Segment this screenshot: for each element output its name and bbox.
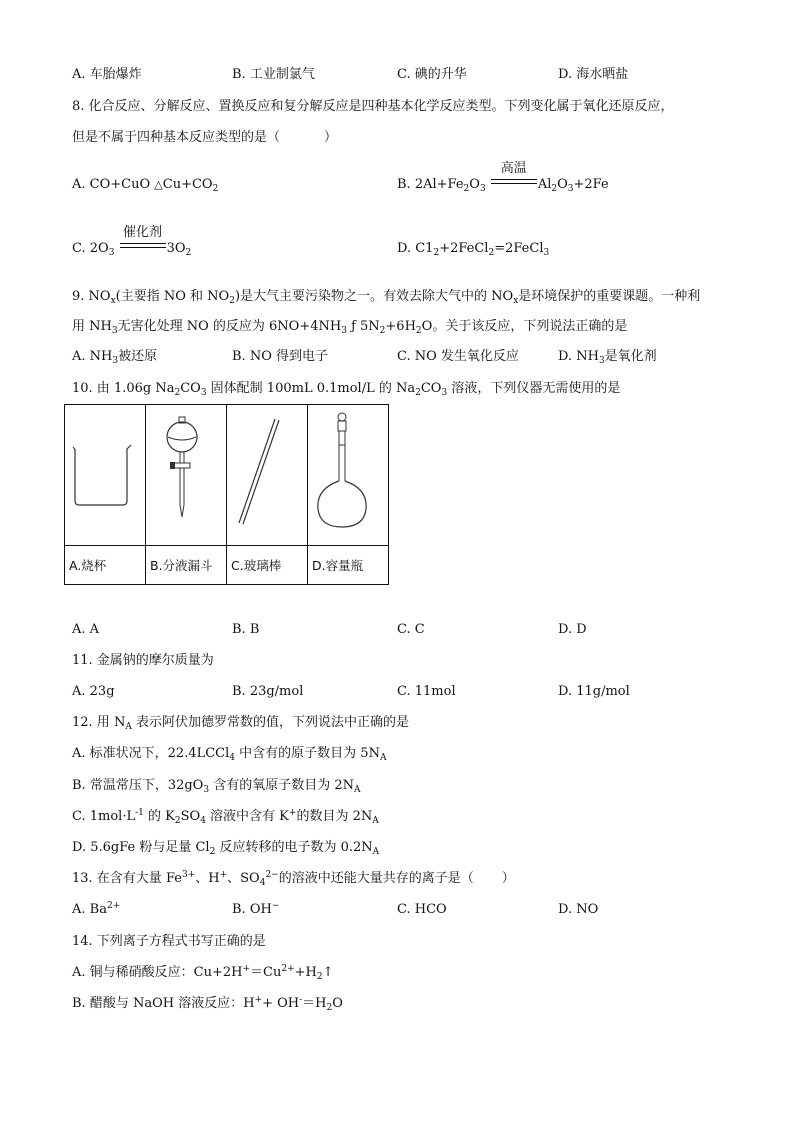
- q10-option-d[interactable]: D. D: [558, 622, 587, 637]
- q8-option-d[interactable]: D. $C1_2+2FeCl_2=2FeCl_3$: [397, 241, 550, 258]
- q12-option-b[interactable]: B. 常温常压下，$32gO_3$ 含有的氧原子数目为 $2N_A$: [72, 778, 361, 795]
- beaker-cell: [65, 405, 146, 546]
- q9-stem-line2: 用 $NH_3$无害化处理 NO 的反应为 $6NO+4NH_3$ ƒ $5N_2+6H_2O$。关于该反应，下列说法正确的是: [72, 319, 628, 336]
- q9-option-b[interactable]: B. NO 得到电子: [232, 349, 328, 364]
- q10-option-b[interactable]: B. B: [232, 622, 260, 637]
- q11-option-d[interactable]: D. 11g/mol: [558, 684, 630, 699]
- q10-options: [72, 621, 732, 639]
- q8-b-condition: 高温: [500, 161, 527, 176]
- q12-option-c[interactable]: C. $1mol\cdot L^{-1}$ 的 $K_2SO_4$ 溶液中含有 K+的数目为 $2N_A$: [72, 808, 379, 826]
- q11-option-a[interactable]: A. 23g: [72, 684, 115, 699]
- q13-option-c[interactable]: C. HCO: [397, 902, 447, 917]
- q14-option-a[interactable]: A. 铜与稀硝酸反应：$Cu+2H^+=Cu^{2+}+H_2↑$: [72, 964, 334, 982]
- q8-option-c[interactable]: C. $2O_3$ 催化剂 $3O_2$: [72, 225, 192, 258]
- q8-c-condition: 催化剂: [123, 225, 163, 240]
- q13-option-b[interactable]: B. OH−: [232, 901, 280, 917]
- q7-option-c[interactable]: C. 碘的升华: [397, 67, 467, 82]
- q8-options-row1: [72, 161, 732, 194]
- q9-option-d[interactable]: D. $NH_3$是氧化剂: [558, 349, 657, 366]
- q9-option-c[interactable]: C. NO 发生氧化反应: [397, 349, 519, 364]
- q10-stem: 10. 由 1.06g $Na_2CO_3$ 固体配制 100mL 0.1mol/L 的 $Na_2CO_3$ 溶液，下列仪器无需使用的是: [72, 381, 621, 398]
- q11-option-b[interactable]: B. 23g/mol: [232, 684, 304, 699]
- q14-option-b[interactable]: B. 醋酸与 NaOH 溶液反应：$H^++ OH^-=H_2O$: [72, 995, 343, 1013]
- glass-rod-icon: [227, 405, 303, 541]
- label-glass-rod: C.玻璃棒: [227, 546, 308, 585]
- q9-options: [72, 348, 732, 366]
- q11-options: [72, 683, 732, 701]
- q13-stem: 13. 在含有大量 $Fe^{3+}$、H+、$SO_4^{2-}$的溶液中还能大量共存的离子是（ ）: [72, 870, 515, 888]
- separatory-funnel-icon: [146, 405, 222, 541]
- volumetric-flask-cell: [308, 405, 389, 546]
- q11-option-c[interactable]: C. 11mol: [397, 684, 456, 699]
- beaker-icon: [65, 405, 141, 541]
- q7-option-d[interactable]: D. 海水晒盐: [558, 67, 629, 82]
- q12-option-d[interactable]: D. 5.6gFe 粉与足量 $Cl_2$ 反应转移的电子数为 $0.2N_A$: [72, 840, 380, 857]
- q12-option-a[interactable]: A. 标准状况下，22.4LCCl$_4$ 中含有的原子数目为 $5N_A$: [72, 746, 387, 763]
- q10-option-a[interactable]: A. A: [72, 622, 100, 637]
- q11-stem: 11. 金属钠的摩尔质量为: [72, 653, 214, 668]
- label-volumetric-flask: D.容量瓶: [308, 546, 389, 585]
- glass-rod-cell: [227, 405, 308, 546]
- q7-options: [72, 66, 732, 84]
- q13-option-a[interactable]: A. $Ba^{2+}$: [72, 901, 121, 917]
- label-beaker: A.烧杯: [65, 546, 146, 585]
- label-separatory-funnel: B.分液漏斗: [146, 546, 227, 585]
- q10-option-c[interactable]: C. C: [397, 622, 425, 637]
- q8-stem-line2: 但是不属于四种基本反应类型的是（ ）: [72, 130, 338, 145]
- q8-option-a[interactable]: A. CO+CuO $\triangle Cu+CO_2$: [72, 177, 219, 194]
- q12-stem: 12. 用 $N_A$ 表示阿伏加德罗常数的值，下列说法中正确的是: [72, 715, 409, 732]
- q14-stem: 14. 下列离子方程式书写正确的是: [72, 934, 266, 949]
- q8-stem-line1: 8. 化合反应、分解反应、置换反应和复分解反应是四种基本化学反应类型。下列变化属于氧化还原反应，: [72, 99, 674, 114]
- q9-option-a[interactable]: A. $NH_3$被还原: [72, 349, 158, 366]
- separatory-funnel-cell: [146, 405, 227, 546]
- q13-option-d[interactable]: D. NO: [558, 902, 599, 917]
- q7-option-b[interactable]: B. 工业制氯气: [232, 67, 315, 82]
- apparatus-table: [64, 404, 389, 585]
- volumetric-flask-icon: [308, 405, 384, 541]
- q8-options-row2: [72, 225, 732, 258]
- q8-option-b[interactable]: B. $2Al+Fe_2O_3$ 高温 $Al_2O_3+2Fe$: [397, 161, 609, 194]
- heat-symbol: △: [154, 178, 163, 191]
- q7-option-a[interactable]: A. 车胎爆炸: [72, 67, 142, 82]
- q13-options: [72, 901, 732, 919]
- q9-stem-line1: 9. $NO_x$(主要指 NO 和 $NO_2$)是大气主要污染物之一。有效去除大气中的 $NO_x$是环境保护的重要课题。一种利: [72, 289, 701, 306]
